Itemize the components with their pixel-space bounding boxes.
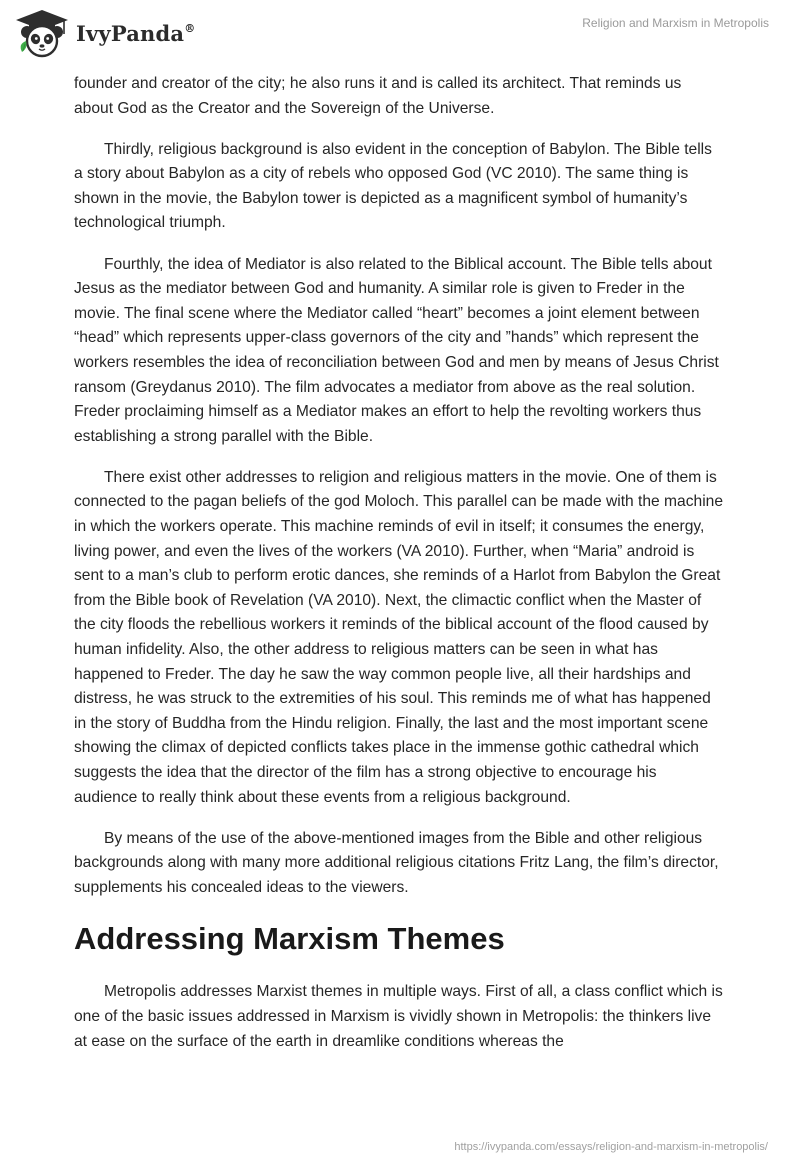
source-url[interactable]: https://ivypanda.com/essays/religion-and-marxism-in-metropolis/	[454, 1141, 768, 1153]
paragraph: Metropolis addresses Marxist themes in multiple ways. First of all, a class conflict which is one of the basic issues addressed in Marxism is vividly shown in Metropolis: the thinkers live at ease on the surface of the earth in dreamlike conditions whereas the	[74, 983, 723, 1050]
paragraph: founder and creator of the city; he also runs it and is called its architect. That reminds us about God as the Creator and the Sovereign of the Universe.	[74, 75, 682, 117]
registered-mark: ®	[184, 21, 196, 35]
paragraph: Fourthly, the idea of Mediator is also related to the Biblical account. The Bible tells about Jesus as the mediator between God and humanity. A similar role is given to Freder in the movie. The final scene where the Mediator called “heart” becomes a joint element between “head” which represents upper-class governors of the city and ”hands” which represent the workers resembles the idea of reconciliation between God and men by means of Jesus Christ ransom (Greydanus 2010). The film advocates a mediator from above as the real solution. Freder proclaiming himself as a Mediator makes an effort to help the revolting workers thus establishing a strong parallel with the Bible.	[74, 255, 719, 445]
section-heading: Addressing Marxism Themes	[74, 921, 505, 957]
paragraph: By means of the use of the above-mentioned images from the Bible and other religious backgrounds along with many more additional religious citations Fritz Lang, the film’s director, supplements his concealed ideas to the viewers.	[74, 829, 719, 896]
essay-body	[74, 72, 724, 1071]
document-title: Religion and Marxism in Metropolis	[582, 16, 769, 30]
brand-name	[76, 21, 195, 46]
panda-graduation-cap-icon	[14, 8, 70, 58]
paragraph: Thirdly, religious background is also evident in the conception of Babylon. The Bible tells a story about Babylon as a city of rebels who opposed God (VC 2010). The same thing is shown in the movie, the Babylon tower is depicted as a magnificent symbol of humanity’s technological triumph.	[74, 140, 712, 232]
brand-name-text: IvyPanda	[76, 20, 185, 46]
paragraph: There exist other addresses to religion and religious matters in the movie. One of them is connected to the pagan beliefs of the god Moloch. This parallel can be made with the machine in which the workers operate. This machine reminds of evil in itself; it consumes the energy, living power, and even the lives of the workers (VA 2010). Further, when “Maria” android is sent to a man’s club to perform erotic dances, she reminds of a Harlot from Babylon the Great from the Bible book of Revelation (VA 2010). Next, the climactic conflict when the Master of the city floods the rebellious workers it reminds of the biblical account of the flood caused by human infidelity. Also, the other address to religious matters can be seen in what has happened to Freder. The day he saw the way common people live, all their hardships and distress, he was struck to the extremities of his soul. This reminds me of what has happened in the story of Buddha from the Hindu religion. Finally, the last and the most important scene showing the climax of depicted conflicts takes place in the immense gothic cathedral which suggests the idea that the director of the film has a strong objective to encourage his audience to really think about these events from a religious background.	[74, 468, 723, 806]
brand-logo[interactable]	[14, 8, 195, 58]
page-header	[0, 0, 800, 70]
